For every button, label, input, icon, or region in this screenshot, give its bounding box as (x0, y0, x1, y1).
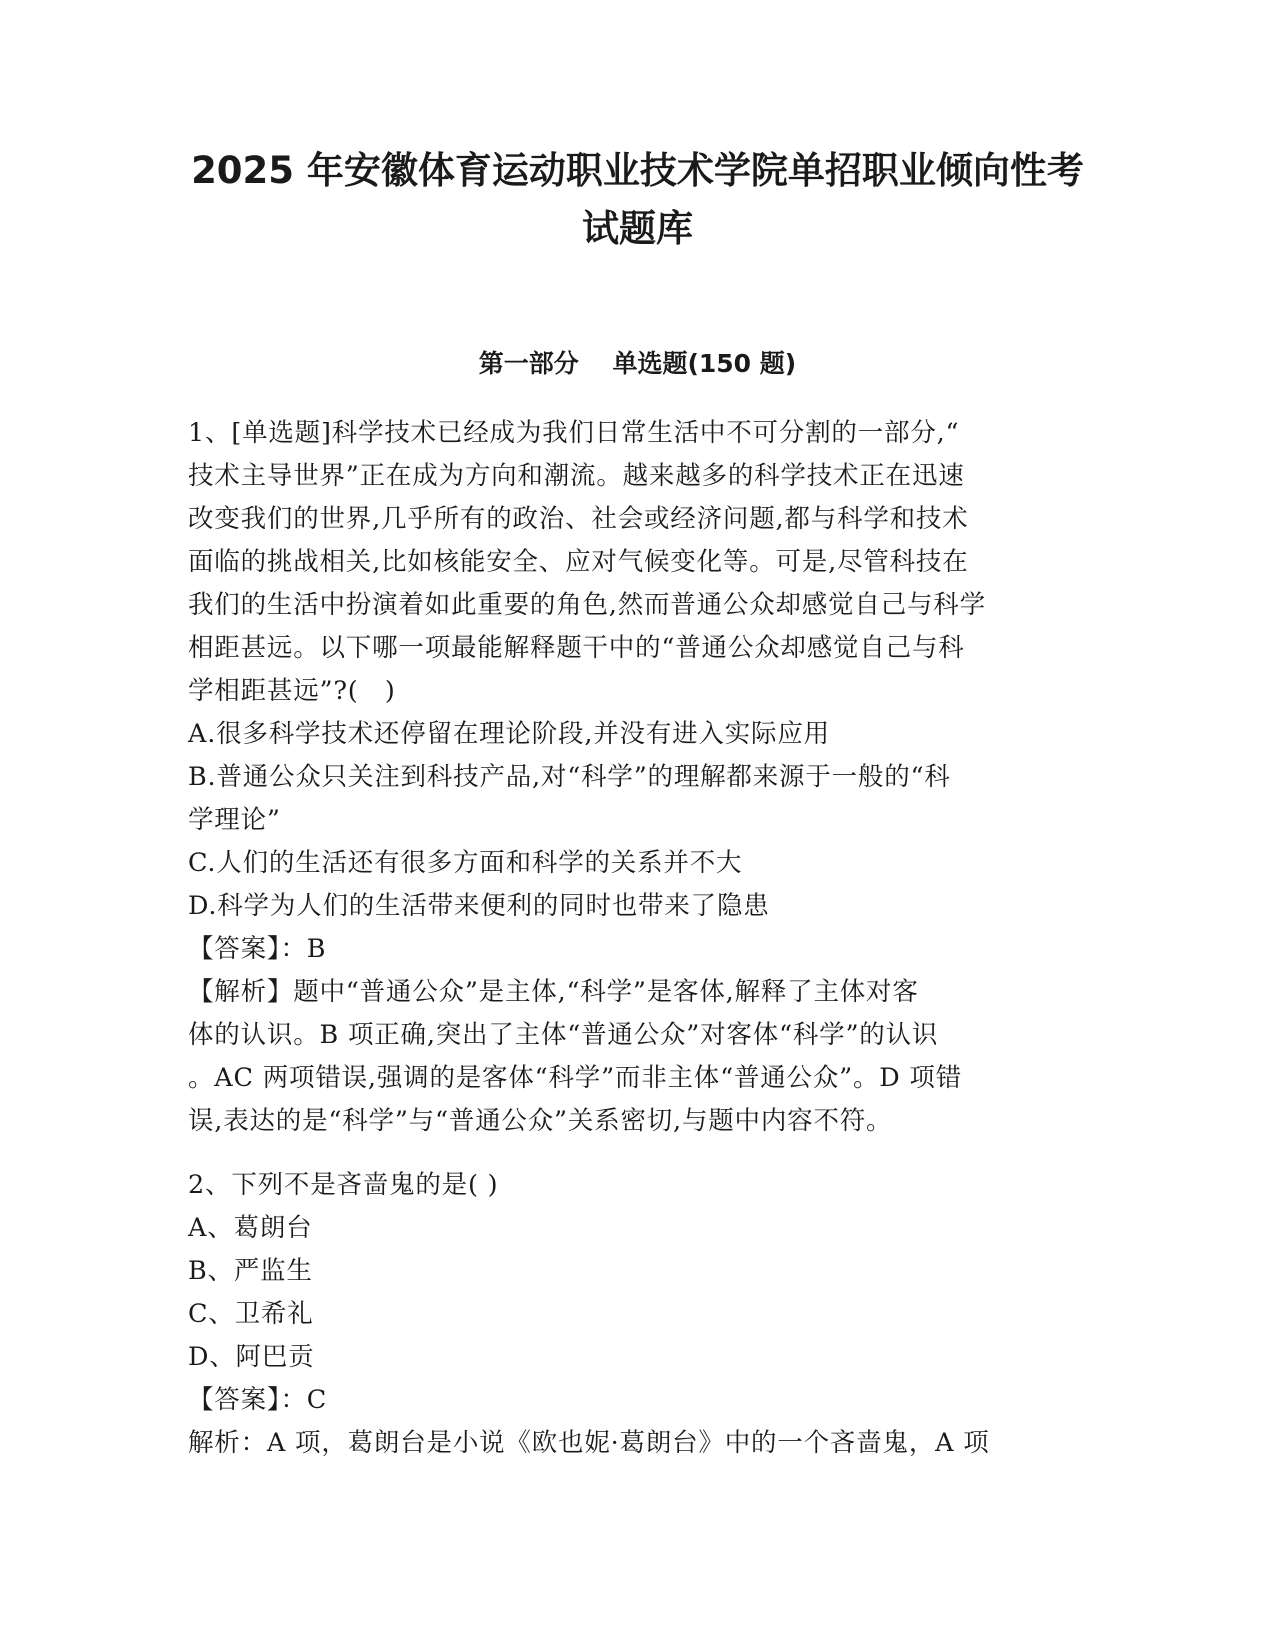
analysis-line: 解析：A 项，葛朗台是小说《欧也妮·葛朗台》中的一个吝啬鬼，A 项 (188, 1428, 990, 1458)
answer: 【答案】：B (188, 934, 327, 964)
analysis (188, 1422, 1088, 1465)
stem-line: 2、下列不是吝啬鬼的是( ) (188, 1170, 499, 1200)
option-b: B.普通公众只关注到科技产品,对“科学”的理解都来源于一般的“科 (188, 762, 951, 792)
option-d: D、阿巴贡 (188, 1342, 315, 1372)
title-line: 2025 年安徽体育运动职业技术学院单招职业倾向性考 (191, 149, 1084, 192)
stem-line: 我们的生活中扮演着如此重要的角色,然而普通公众却感觉自己与科学 (188, 590, 986, 620)
analysis-line: 【解析】题中“普通公众”是主体,“科学”是客体,解释了主体对客 (188, 977, 919, 1007)
section-heading: 第一部分 单选题(150 题) (478, 349, 797, 378)
option-b: B、严监生 (188, 1256, 313, 1286)
stem-line: 相距甚远。以下哪一项最能解释题干中的“普通公众却感觉自己与科 (188, 633, 965, 663)
question-1 (188, 412, 1088, 1143)
question-2 (188, 1164, 1088, 1465)
option-a: A、葛朗台 (188, 1213, 313, 1243)
option-a: A.很多科学技术还停留在理论阶段,并没有进入实际应用 (188, 719, 830, 749)
question-options (188, 713, 1088, 928)
analysis-line: 误,表达的是“科学”与“普通公众”关系密切,与题中内容不符。 (188, 1106, 893, 1136)
analysis-line: 体的认识。B 项正确,突出了主体“普通公众”对客体“科学”的认识 (188, 1020, 939, 1050)
option-b-continued: 学理论” (188, 805, 281, 835)
document-title (150, 142, 1125, 258)
stem-line: 1、[单选题]科学技术已经成为我们日常生活中不可分割的一部分,“ (188, 418, 960, 448)
option-c: C.人们的生活还有很多方面和科学的关系并不大 (188, 848, 743, 878)
title-line: 试题库 (582, 207, 693, 250)
question-stem (188, 412, 1088, 713)
stem-line: 改变我们的世界,几乎所有的政治、社会或经济问题,都与科学和技术 (188, 504, 969, 534)
question-spacer (188, 1143, 1088, 1164)
question-stem (188, 1164, 1088, 1207)
option-c: C、卫希礼 (188, 1299, 314, 1329)
question-options (188, 1207, 1088, 1379)
stem-line: 技术主导世界”正在成为方向和潮流。越来越多的科学技术正在迅速 (188, 461, 965, 491)
analysis-line: 。AC 两项错误,强调的是客体“科学”而非主体“普通公众”。D 项错 (188, 1063, 963, 1093)
question-list (188, 412, 1088, 1465)
stem-line: 面临的挑战相关,比如核能安全、应对气候变化等。可是,尽管科技在 (188, 547, 969, 577)
option-d: D.科学为人们的生活带来便利的同时也带来了隐患 (188, 891, 770, 921)
answer: 【答案】：C (188, 1385, 328, 1415)
analysis (188, 971, 1088, 1143)
stem-line: 学相距甚远”?( ) (188, 676, 396, 706)
